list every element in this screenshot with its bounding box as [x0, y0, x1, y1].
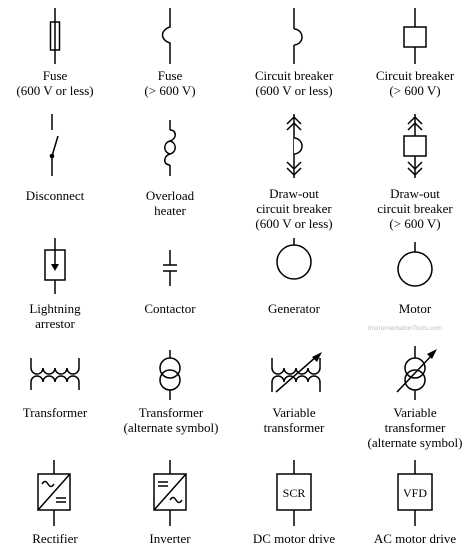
- drawout-low-label: [238, 186, 350, 231]
- rectifier-label: [0, 531, 110, 546]
- variable-transformer-label: [238, 405, 350, 435]
- variable-transformer-icon: [268, 350, 324, 394]
- fuse-low-icon: [40, 8, 70, 64]
- label-line: (600 V or less): [255, 83, 333, 98]
- contactor-icon: [155, 250, 185, 286]
- ac-motor-drive-box-text: VFD: [402, 486, 428, 500]
- disconnect-label: [0, 188, 110, 203]
- transformer-icon: [28, 356, 82, 390]
- label-line: Motor: [398, 301, 432, 316]
- dc-motor-drive-icon: [274, 460, 314, 526]
- disconnect-icon: [40, 114, 70, 176]
- label-line: Inverter: [149, 531, 191, 546]
- lightning-arrestor-icon: [40, 238, 70, 294]
- generator-label: [238, 301, 350, 316]
- label-line: arrestor: [35, 316, 75, 331]
- label-line: (alternate symbol): [367, 435, 463, 450]
- transformer-label: [0, 405, 110, 420]
- label-line: Draw-out: [269, 186, 319, 201]
- motor-icon: [393, 242, 437, 294]
- fuse-high-icon: [155, 8, 185, 64]
- label-line: AC motor drive: [373, 531, 457, 546]
- label-line: (600 V or less): [16, 83, 94, 98]
- drawout-high-label: [356, 186, 474, 231]
- lightning-arrestor-label: [0, 301, 110, 331]
- inverter-icon: [150, 460, 190, 526]
- label-line: circuit breaker: [377, 201, 453, 216]
- drawout-high-icon: [400, 114, 430, 178]
- label-line: heater: [154, 203, 186, 218]
- label-line: (> 600 V): [389, 216, 441, 231]
- label-line: Variable: [272, 405, 316, 420]
- label-line: Draw-out: [390, 186, 440, 201]
- motor-label: [356, 301, 474, 316]
- label-line: Transformer: [22, 405, 88, 420]
- dc-motor-drive-box-text: SCR: [282, 486, 306, 500]
- label-line: DC motor drive: [252, 531, 336, 546]
- label-line: Overload: [145, 188, 195, 203]
- label-line: transformer: [384, 420, 446, 435]
- label-line: (alternate symbol): [123, 420, 219, 435]
- label-line: (> 600 V): [144, 83, 196, 98]
- watermark: InstrumentationTools.com: [368, 325, 443, 332]
- overload-heater-label: [115, 188, 225, 218]
- breaker-low-icon: [279, 8, 309, 64]
- breaker-high-label: [356, 68, 474, 98]
- generator-icon: [272, 238, 316, 290]
- label-line: transformer: [263, 420, 325, 435]
- transformer-alt-label: [115, 405, 227, 435]
- fuse-high-label: [115, 68, 225, 98]
- label-line: Rectifier: [32, 531, 78, 546]
- ac-motor-drive-label: [356, 531, 474, 546]
- breaker-low-label: [238, 68, 350, 98]
- breaker-high-icon: [400, 8, 430, 64]
- label-line: Fuse: [157, 68, 183, 83]
- label-line: Variable: [393, 405, 437, 420]
- overload-heater-icon: [155, 120, 185, 176]
- transformer-alt-icon: [152, 350, 188, 400]
- drawout-low-icon: [279, 114, 309, 178]
- variable-transformer-alt-label: [356, 405, 474, 450]
- label-line: (> 600 V): [389, 83, 441, 98]
- dc-motor-drive-label: [238, 531, 350, 546]
- label-line: Circuit breaker: [375, 68, 455, 83]
- label-line: Circuit breaker: [254, 68, 334, 83]
- inverter-label: [115, 531, 225, 546]
- label-line: Generator: [268, 301, 320, 316]
- label-line: Fuse: [42, 68, 68, 83]
- label-line: Transformer: [138, 405, 204, 420]
- contactor-label: [115, 301, 225, 316]
- ac-motor-drive-icon: [395, 460, 435, 526]
- label-line: Contactor: [144, 301, 196, 316]
- variable-transformer-alt-icon: [391, 346, 439, 400]
- fuse-low-label: [0, 68, 110, 98]
- label-line: (600 V or less): [255, 216, 333, 231]
- label-line: Lightning: [29, 301, 81, 316]
- label-line: circuit breaker: [256, 201, 332, 216]
- rectifier-icon: [34, 460, 74, 526]
- label-line: Disconnect: [25, 188, 85, 203]
